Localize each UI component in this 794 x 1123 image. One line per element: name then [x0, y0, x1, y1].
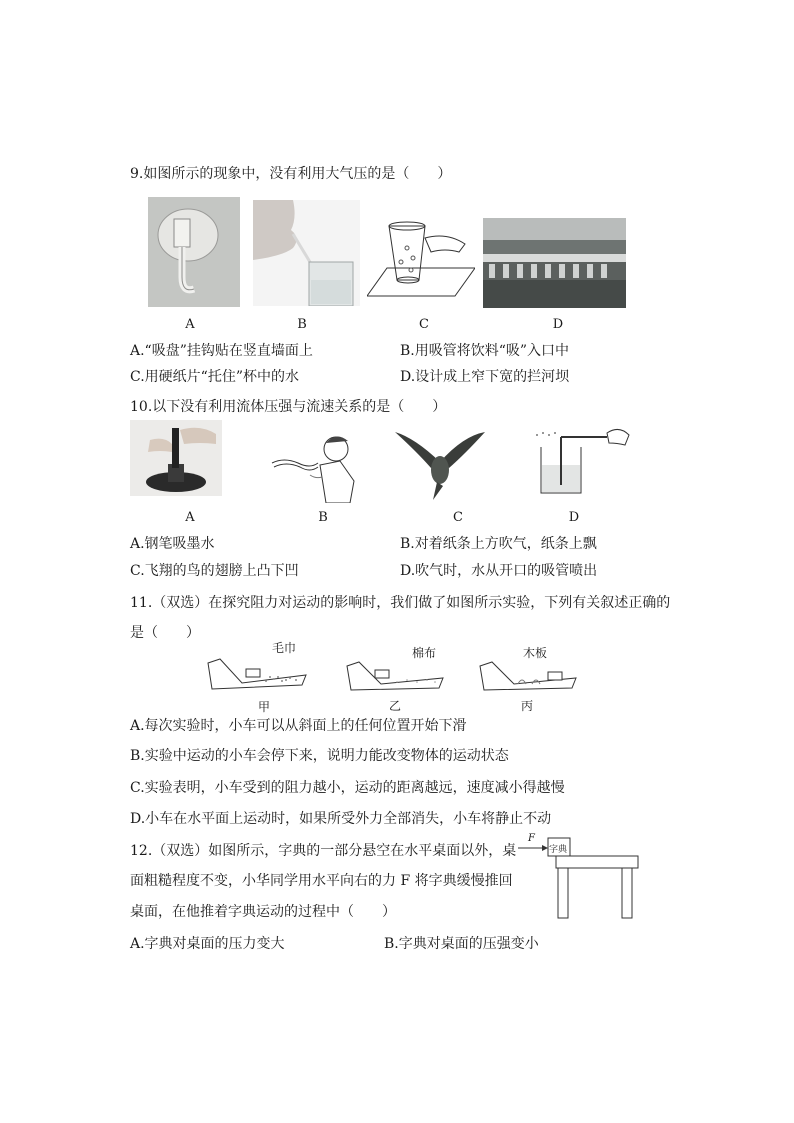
- q9-label-c: C: [419, 317, 429, 332]
- q10-label-b: B: [318, 510, 328, 525]
- q12-book-label: 字典: [549, 845, 568, 855]
- q11-label-jia: 甲: [258, 700, 271, 714]
- q11-option-d: D.小车在水平面上运动时，如果所受外力全部消失，小车将静止不动: [130, 811, 552, 827]
- q10-image-b-paper-strip: [270, 425, 360, 503]
- q11-figure-towel: [206, 655, 308, 693]
- q11-stem-line2: 是（ ）: [130, 625, 200, 641]
- q9-option-c: C.用硬纸片“托住”杯中的水: [130, 369, 299, 385]
- q10-stem: 10.以下没有利用流体压强与流速关系的是（ ）: [130, 399, 447, 415]
- q10-label-d: D: [568, 510, 580, 525]
- q9-stem: 9.如图所示的现象中，没有利用大气压的是（ ）: [130, 166, 452, 182]
- q11-surface-board: 木板: [523, 646, 548, 660]
- q10-option-d: D.吹气时，水从开口的吸管喷出: [400, 563, 598, 579]
- q11-figure-cotton: [345, 658, 445, 694]
- q9-label-d: D: [552, 317, 564, 332]
- q9-option-b: B.用吸管将饮料“吸”入口中: [400, 343, 570, 359]
- q10-image-a-pen-ink: [130, 420, 222, 496]
- q11-stem-line1: 11.（双选）在探究阻力对运动的影响时，我们做了如图所示实验，下列有关叙述正确的: [130, 595, 671, 611]
- q9-image-d-dam: [483, 218, 626, 308]
- q10-label-c: C: [453, 510, 463, 525]
- q9-label-a: A: [185, 317, 195, 332]
- q10-option-c: C.飞翔的鸟的翅膀上凸下凹: [130, 563, 299, 579]
- q11-surface-towel: 毛巾: [272, 641, 297, 655]
- q9-image-a-suction-hook: [148, 197, 240, 307]
- q12-force-label: F: [528, 833, 535, 844]
- q11-label-bing: 丙: [521, 699, 534, 713]
- q9-option-d: D.设计成上窄下宽的拦河坝: [400, 369, 570, 385]
- q9-label-b: B: [297, 317, 307, 332]
- q10-image-d-straw-water: [533, 425, 631, 497]
- q10-option-b: B.对着纸条上方吹气，纸条上飘: [400, 536, 597, 552]
- q12-stem-line3: 桌面，在他推着字典运动的过程中（ ）: [130, 904, 396, 920]
- q11-option-a: A.每次实验时，小车可以从斜面上的任何位置开始下滑: [130, 718, 467, 734]
- q9-image-c-cup-card: [367, 218, 475, 304]
- q11-option-b: B.实验中运动的小车会停下来，说明力能改变物体的运动状态: [130, 748, 509, 764]
- q12-stem-line2: 面粗糙程度不变，小华同学用水平向右的力 F 将字典缓慢推回: [130, 873, 513, 889]
- q10-option-a: A.钢笔吸墨水: [130, 536, 215, 552]
- q9-option-a: A.“吸盘”挂钩贴在竖直墙面上: [130, 343, 313, 359]
- q10-label-a: A: [185, 510, 195, 525]
- q12-stem-line1: 12.（双选）如图所示，字典的一部分悬空在水平桌面以外，桌: [130, 843, 517, 859]
- q11-label-yi: 乙: [389, 699, 402, 713]
- q9-image-b-straw-drink: [253, 200, 360, 306]
- q11-figure-board: [478, 658, 578, 694]
- q11-option-c: C.实验表明，小车受到的阻力越小，运动的距离越远，速度减小得越慢: [130, 780, 565, 796]
- q12-figure-table-dictionary: [512, 832, 640, 920]
- q11-surface-cotton: 棉布: [412, 646, 437, 660]
- q12-option-a: A.字典对桌面的压力变大: [130, 936, 285, 952]
- q12-option-b: B.字典对桌面的压强变小: [384, 936, 539, 952]
- q10-image-c-bird: [395, 428, 485, 500]
